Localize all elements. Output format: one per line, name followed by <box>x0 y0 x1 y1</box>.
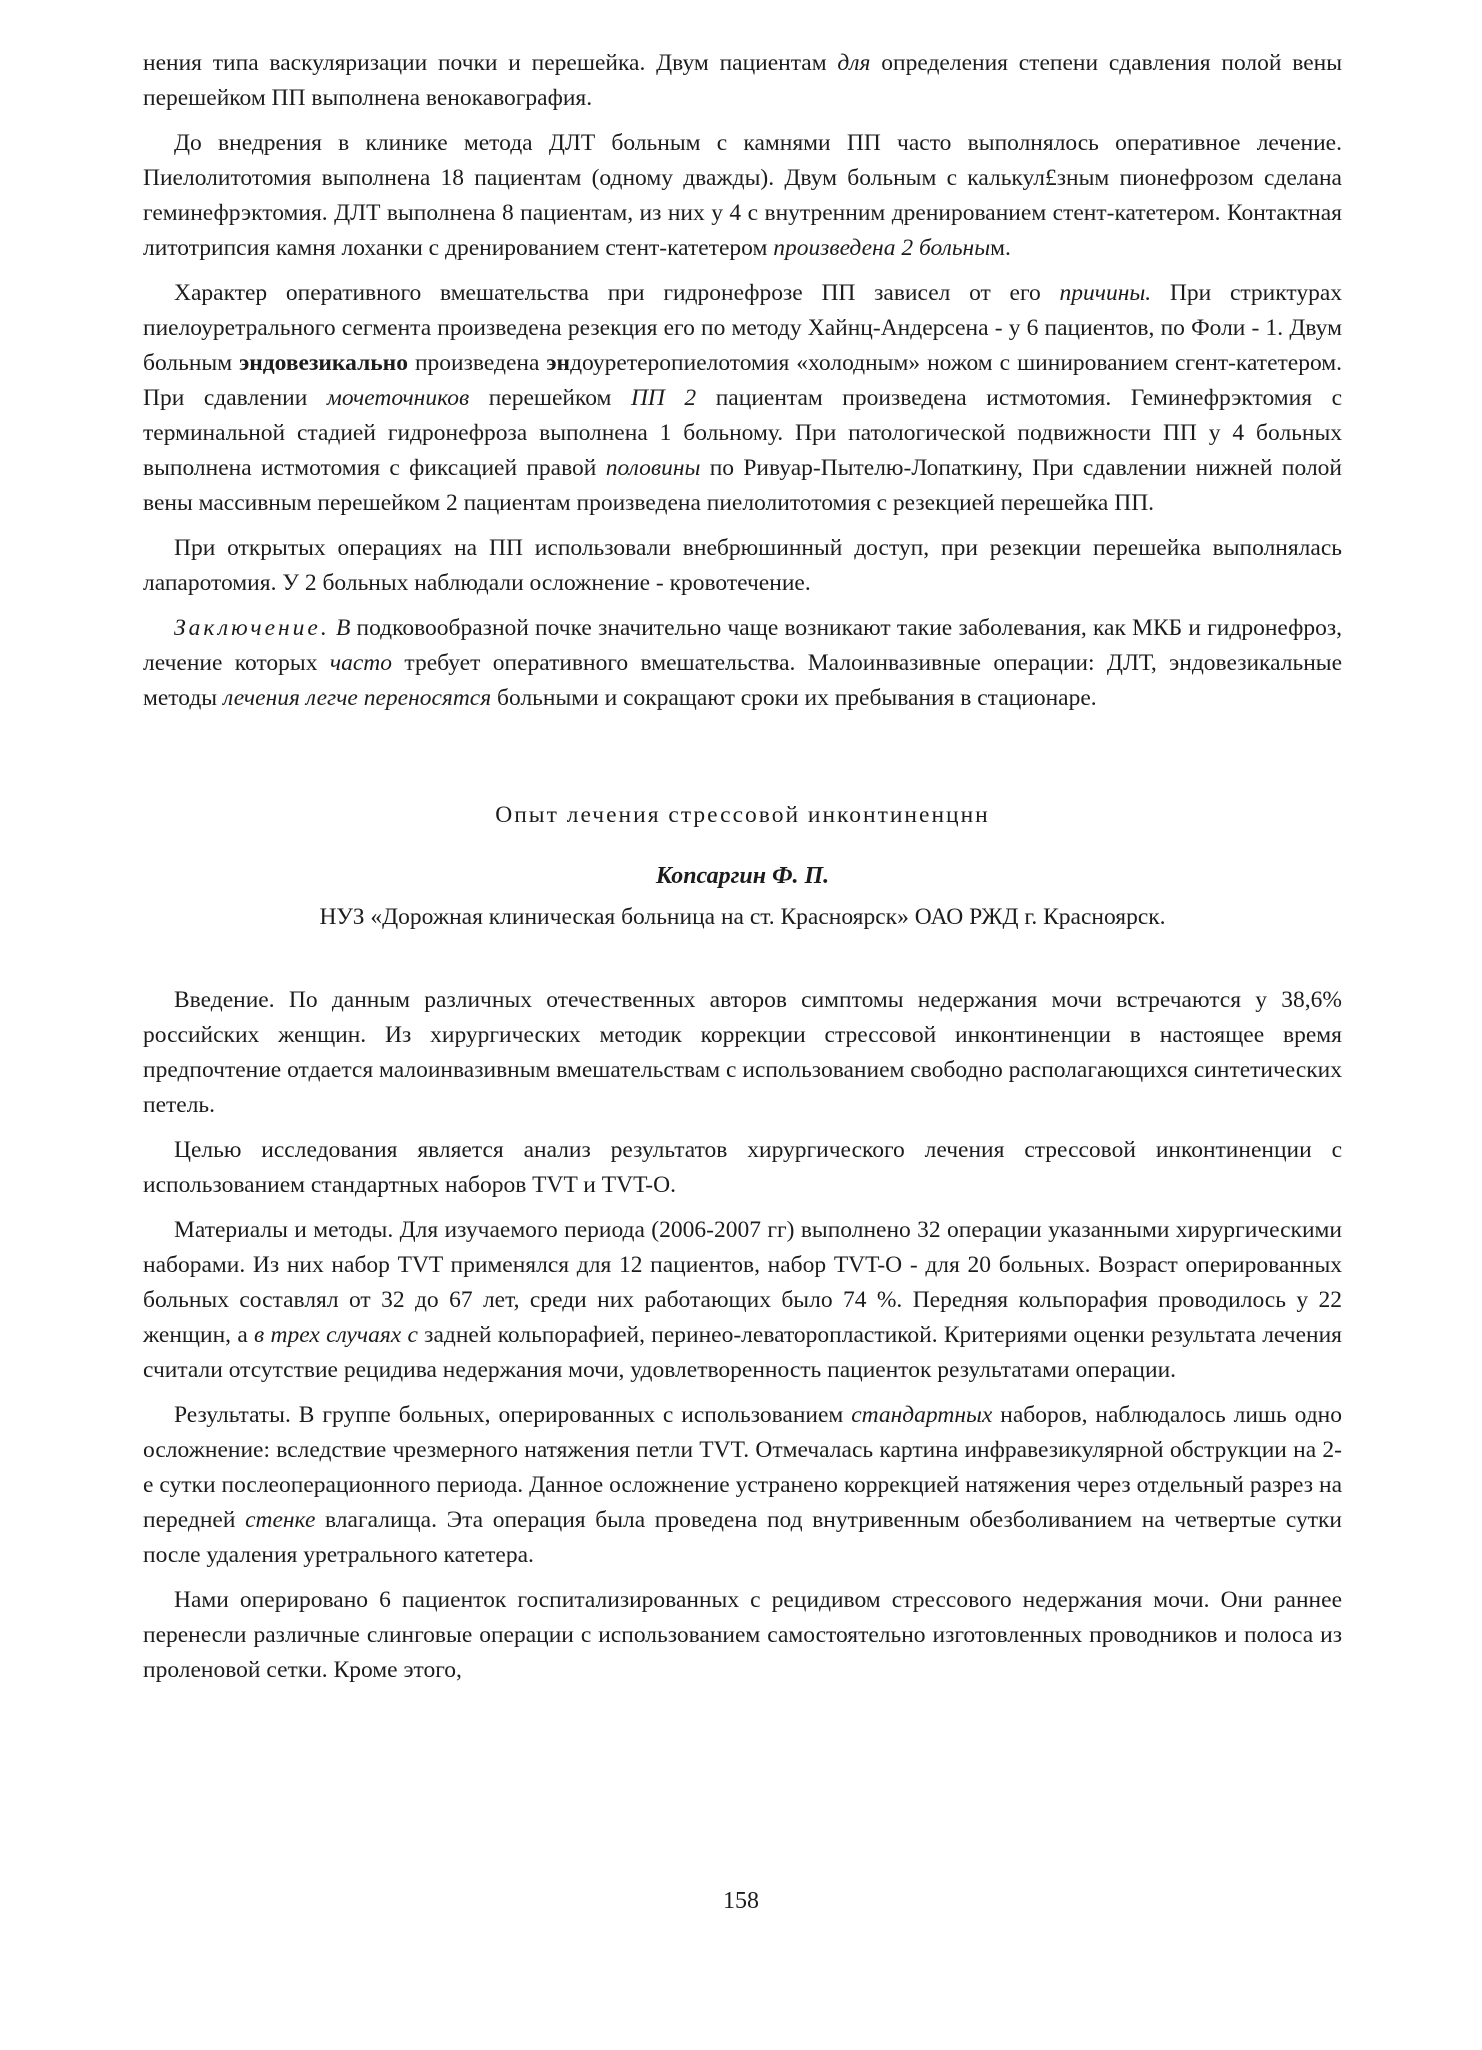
article-title: Опыт лечения стрессовой инконтиненцнн <box>495 802 990 828</box>
paragraph: Результаты. В группе больных, оперированных с использованием стандартных наборов, наблюдалось лишь одно осложнение: вследствие чрезмерного натяжения петли TVT. Отмечалась картина инфравезикулярной обструкции на 2-е сутки послеоперационного периода. Данное осложнение устранено коррекцией натяжения через отдельный разрез на передней стенке влагалища. Эта операция была проведена под внутривенным обезболиванием на четвертые сутки после удаления уретрального катетера. <box>143 1402 1342 1568</box>
article-affiliation: НУЗ «Дорожная клиническая больница на ст. Красноярск» ОАО РЖД г. Красноярск. <box>319 904 1166 930</box>
paragraph: До внедрения в клинике метода ДЛТ больным с камнями ПП часто выполнялось оперативное лечение. Пиелолитотомия выполнена 18 пациентам (одному дважды). Двум больным с калькул£зным пионефрозом сделана геминефрэктомия. ДЛТ выполнена 8 пациентам, из них у 4 с внутренним дренированием стент-катетером. Контактная литотрипсия камня лоханки с дренированием стент-катетером произведена 2 больным. <box>143 130 1342 261</box>
paragraph: Целью исследования является анализ результатов хирургического лечения стрессовой инконтиненции с использованием стандартных наборов TVT и TVT-O. <box>143 1137 1342 1198</box>
paragraph: нения типа васкуляризации почки и перешейка. Двум пациентам для определения степени сдавления полой вены перешейком ПП выполнена венокавография. <box>143 50 1342 111</box>
paragraph: Заключение. В подковообразной почке значительно чаще возникают такие заболевания, как МКБ и гидронефроз, лечение которых часто требует оперативного вмешательства. Малоинвазивные операции: ДЛТ, эндовезикальные методы лечения легче переносятся больными и сокращают сроки их пребывания в стационаре. <box>143 615 1343 711</box>
page-number: 158 <box>723 1888 759 1914</box>
paragraph: При открытых операциях на ПП использовали внебрюшинный доступ, при резекции перешейка выполнялась лапаротомия. У 2 больных наблюдали осложнение - кровотечение. <box>143 535 1342 596</box>
paragraph: Введение. По данным различных отечественных авторов симптомы недержания мочи встречаются у 38,6% российских женщин. Из хирургических методик коррекции стрессовой инконтиненции в настоящее время предпочтение отдается малоинвазивным вмешательствам с использованием свободно располагающихся синтетических петель. <box>143 987 1342 1118</box>
body-text-top <box>143 46 1342 716</box>
paragraph: Характер оперативного вмешательства при гидронефрозе ПП зависел от его причины. При стриктурах пиелоуретрального сегмента произведена резекция его по методу Хайнц-Андерсена - у 6 пациентов, по Фоли - 1. Двум больным эндовезикально произведена эндоуретеропиелотомия «холодным» ножом с шинированием сгент-катетером. При сдавлении мочеточников перешейком ПП 2 пациентам произведена истмотомия. Геминефрэктомия с терминальной стадией гидронефроза выполнена 1 больному. При патологической подвижности ПП у 4 больных выполнена истмотомия с фиксацией правой половины по Ривуар-Пытелю-Лопаткину, При сдавлении нижней полой вены массивным перешейком 2 пациентам произведена пиелолитотомия с резекцией перешейка ПП. <box>143 280 1343 516</box>
article-author: Копсаргин Ф. П. <box>655 863 830 889</box>
paragraph: Нами оперировано 6 пациенток госпитализированных с рецидивом стрессового недержания мочи. Они раннее перенесли различные слинговые операции с использованием самостоятельно изготовленных проводников и полоса из проленовой сетки. Кроме этого, <box>143 1587 1342 1683</box>
paragraph: Материалы и методы. Для изучаемого периода (2006-2007 гг) выполнено 32 операции указанными хирургическими наборами. Из них набор TVT применялся для 12 пациентов, набор TVT-O - для 20 больных. Возраст оперированных больных составлял от 32 до 67 лет, среди них работающих было 74 %. Передняя кольпорафия проводилось у 22 женщин, а в трех случаях с задней кольпорафией, перинео-леваторопластикой. Критериями оценки результата лечения считали отсутствие рецидива недержания мочи, удовлетворенность пациенток результатами операции. <box>143 1217 1342 1383</box>
body-text-bottom <box>143 983 1342 1688</box>
